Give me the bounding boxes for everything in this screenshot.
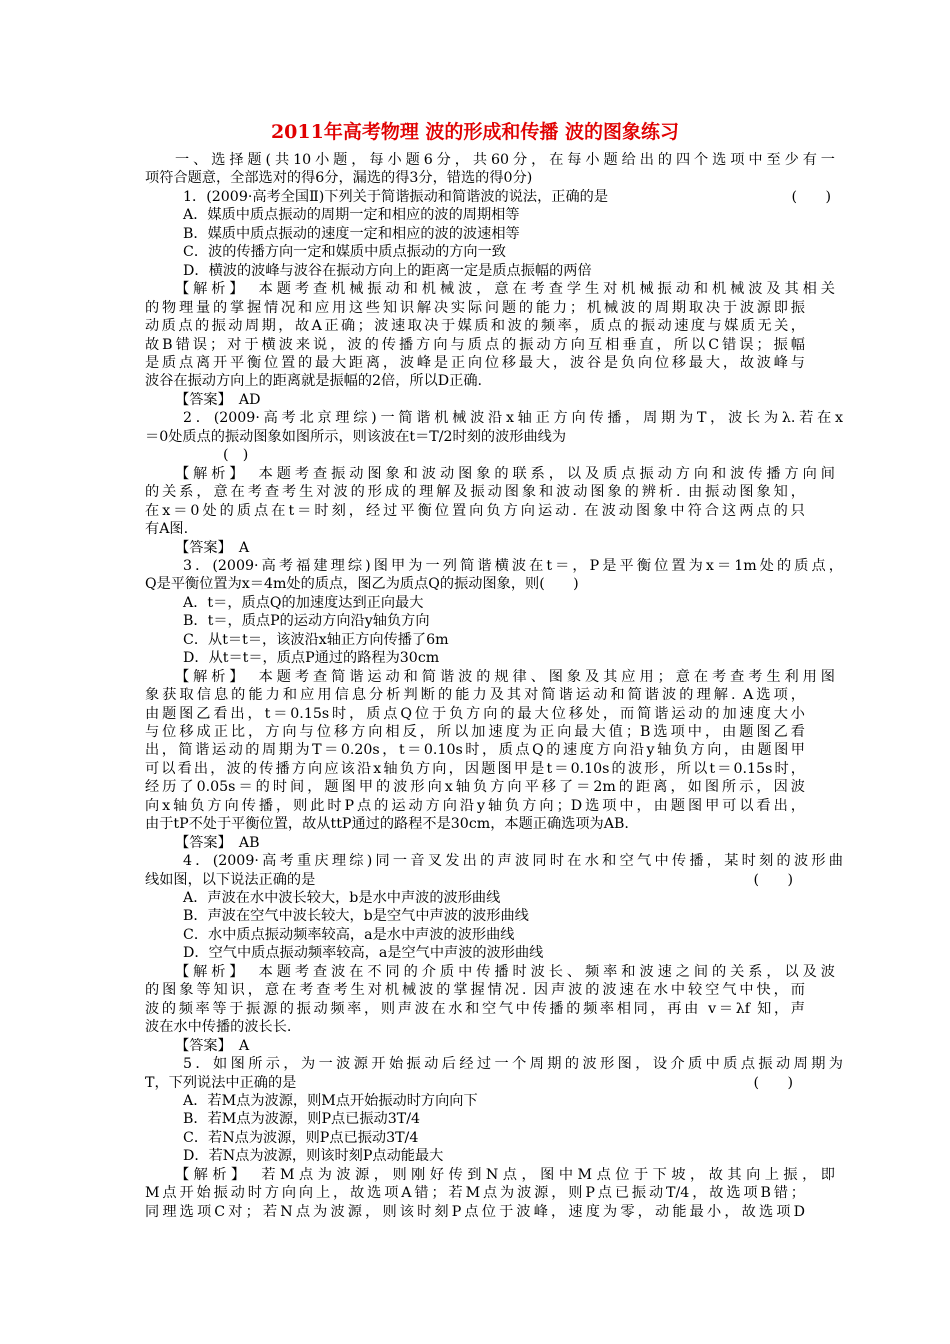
line-text: 【解析】 本题考查机械振动和机械波，意在考查学生对机械振动和机械波及其相关 [175, 281, 835, 298]
answer-parentheses: ( ) [791, 188, 831, 205]
text-line [145, 262, 843, 280]
line-text: 出，简谐运动的周期为T＝0.20s，t＝0.10s时，质点Q的速度方向沿y轴负方向，由题图甲 [145, 742, 805, 759]
line-text: M点开始振动时方向向上，故选项A错；若M点为波源，则P点已振动T/4，故选项B错； [145, 1185, 805, 1202]
line-text: C．波的传播方向一定和媒质中质点振动的方向一致 [183, 244, 506, 261]
line-text: 【解析】 本题考查简谐运动和简谐波的规律、图象及其应用；意在考查考生利用图 [175, 668, 835, 685]
line-text: 3．(2009·高考福建理综)图甲为一列简谐横波在t＝，P是平衡位置为x＝1m处的质点， [183, 557, 843, 574]
text-line [145, 649, 843, 667]
line-text: B．t＝，质点P的运动方向沿y轴负方向 [183, 613, 430, 630]
text-line [145, 1092, 843, 1110]
text-line [145, 852, 843, 870]
text-line [145, 1018, 805, 1036]
text-line [145, 889, 843, 907]
text-line [145, 299, 805, 317]
text-line [145, 336, 805, 354]
answer-parentheses: ( ) [753, 871, 793, 888]
text-line [145, 778, 805, 796]
line-text: 5．如图所示，为一波源开始振动后经过一个周期的波形图，设介质中质点振动周期为 [183, 1056, 843, 1072]
text-line [145, 1203, 805, 1221]
line-text: 的关系，意在考查考生对波的形成的理解及振动图象和波动图象的辨析. 由振动图象知， [145, 484, 805, 501]
answer-parentheses: ( ) [753, 1074, 793, 1091]
line-text: 【答案】 AD [175, 391, 261, 408]
text-line [145, 668, 835, 686]
line-text: 有A图. [145, 521, 189, 537]
text-line [145, 594, 843, 612]
text-line [145, 1055, 843, 1073]
line-text: 1．(2009·高考全国Ⅱ)下列关于简谐振动和简谐波的说法，正确的是 [183, 188, 609, 205]
line-text: A．声波在水中波长较大，b是水中声波的波形曲线 [183, 890, 501, 906]
text-line [145, 631, 843, 649]
line-text: B．若M点为波源，则P点已振动3T/4 [183, 1111, 421, 1128]
line-text: 同理选项C对；若N点为波源，则该时刻P点位于波峰，速度为零，动能最小，故选项D [145, 1203, 805, 1220]
text-line [145, 612, 843, 630]
line-text: 与位移成正比，方向与位移方向相反，所以加速度为正向最大值；B选项中，由题图乙看 [145, 723, 805, 740]
text-line [145, 981, 805, 999]
line-text: 是质点离开平衡位置的最大距离，波峰是正向位移最大，波谷是负向位移最大，故波峰与 [145, 354, 805, 371]
line-text: B．声波在空气中波长较大，b是空气中声波的波形曲线 [183, 908, 529, 925]
line-text: 动质点的振动周期，故A正确；波速取决于媒质和波的频率，质点的振动速度与媒质无关， [145, 318, 805, 334]
text-line [145, 409, 843, 427]
line-text: A．t＝，质点Q的加速度达到正向最大 [183, 594, 424, 611]
text-line [145, 317, 805, 335]
line-text: 经历了0.05s＝的时间，题图甲的波形向x轴负方向平移了＝2m的距离，如图所示，因波 [145, 779, 805, 796]
line-text: 的图象等知识，意在考查考生对机械波的掌握情况. 因声波的波速在水中较空气中快，而 [145, 982, 805, 999]
line-text: 【答案】 A [175, 1037, 250, 1054]
text-line [145, 1074, 805, 1092]
text-line [145, 465, 835, 483]
line-text: 4．(2009·高考重庆理综)同一音叉发出的声波同时在水和空气中传播，某时刻的波形曲 [183, 853, 843, 870]
line-text: 波的频率等于振源的振动频率，则声波在水和空气中传播的频率相同，再由 v＝λf 知，声 [145, 1000, 805, 1017]
line-text: 可以看出，波的传播方向应该沿x轴负方向，因题图甲是t＝0.10s的波形，所以t＝0.15s时， [145, 760, 805, 777]
text-line [145, 575, 805, 593]
text-line [145, 225, 843, 243]
text-line [145, 834, 835, 852]
text-line [145, 539, 835, 557]
text-line [145, 502, 805, 520]
line-text: A．媒质中质点振动的周期一定和相应的波的周期相等 [183, 207, 520, 224]
text-line [145, 686, 805, 704]
text-line [145, 243, 843, 261]
line-text: 由于tP不处于平衡位置，故从ttP通过的路程不是30cm，本题正确选项为AB. [145, 816, 629, 833]
line-text: 线如图，以下说法正确的是 [145, 871, 316, 888]
line-text: 向x轴负方向传播，则此时P点的运动方向沿y轴负方向；D选项中，由题图甲可以看出， [145, 797, 805, 814]
line-text: 在x＝0处的质点在t＝时刻，经过平衡位置向负方向运动. 在波动图象中符合这两点的只 [145, 502, 805, 519]
line-text: 【解析】 若M点为波源，则刚好传到N点，图中M点位于下坡，故其向上振，即 [175, 1166, 835, 1183]
line-text: C．水中质点振动频率较高，a是水中声波的波形曲线 [183, 926, 515, 943]
line-text: T，下列说法中正确的是 [145, 1074, 297, 1091]
text-line [145, 428, 805, 446]
text-line [145, 1166, 835, 1184]
line-text: D．从t＝t＝，质点P通过的路程为30cm [183, 650, 440, 667]
line-text: 2．(2009·高考北京理综)一简谐机械波沿x轴正方向传播，周期为T，波长为λ.若在x [183, 410, 843, 427]
text-line [145, 1184, 805, 1202]
text-line [145, 944, 843, 962]
line-text: 象获取信息的能力和应用信息分析判断的能力及其对简谐运动和简谐波的理解. A选项， [145, 687, 805, 703]
text-line [145, 1147, 843, 1165]
line-text: D．若N点为波源，则该时刻P点动能最大 [183, 1148, 444, 1165]
text-line [145, 354, 805, 372]
text-line [145, 1110, 843, 1128]
text-line [145, 206, 843, 224]
line-text: 【解析】 本题考查振动图象和波动图象的联系，以及质点振动方向和波传播方向间 [175, 465, 835, 482]
line-text: 【解析】 本题考查波在不同的介质中传播时波长、频率和波速之间的关系，以及波 [175, 963, 835, 980]
line-text: ＝0处质点的振动图象如图所示，则该波在t＝T/2时刻的波形曲线为 [145, 428, 567, 445]
text-line [145, 926, 843, 944]
text-line [145, 372, 805, 390]
text-line [145, 907, 843, 925]
line-text: A．若M点为波源，则M点开始振动时方向向下 [183, 1092, 478, 1109]
line-text: C．若N点为波源，则P点已振动3T/4 [183, 1129, 419, 1146]
line-text: ( ) [223, 447, 249, 464]
text-line [145, 1037, 835, 1055]
text-line [145, 169, 805, 187]
text-line [145, 723, 805, 741]
line-text: Q是平衡位置为x＝4m处的质点，图乙为质点Q的振动图象，则( ) [145, 576, 579, 593]
line-text: D．横波的波峰与波谷在振动方向上的距离一定是质点振幅的两倍 [183, 262, 592, 279]
line-text: B．媒质中质点振动的速度一定和相应的波的波速相等 [183, 225, 520, 242]
text-line [145, 871, 805, 889]
text-line [145, 797, 805, 815]
text-line [145, 760, 805, 778]
text-line [145, 151, 835, 169]
text-line [145, 1000, 805, 1018]
text-line [145, 446, 883, 464]
text-line [145, 188, 843, 206]
line-text: 的物理量的掌握情况和应用这些知识解决实际问题的能力；机械波的周期取决于波源即振 [145, 299, 805, 316]
line-text: 故B错误；对于横波来说，波的传播方向与质点的振动方向互相垂直，所以C错误；振幅 [145, 336, 805, 353]
text-line [145, 705, 805, 723]
text-line [145, 483, 805, 501]
line-text: 波谷在振动方向上的距离就是振幅的2倍，所以D正确. [145, 373, 483, 390]
text-line [145, 557, 843, 575]
line-text: C．从t＝t＝，该波沿x轴正方向传播了6m [183, 631, 449, 648]
text-line [145, 391, 835, 409]
line-text: 一、选择题(共10小题，每小题6分，共60分，在每小题给出的四个选项中至少有一 [175, 152, 835, 168]
text-line [145, 963, 835, 981]
line-text: 由题图乙看出，t＝0.15s时，质点Q位于负方向的最大位移处，而简谐运动的加速度大小 [145, 705, 805, 722]
text-line [145, 520, 805, 538]
text-line [145, 815, 805, 833]
line-text: 【答案】 AB [175, 834, 260, 851]
line-text: 【答案】 A [175, 539, 250, 556]
line-text: 项符合题意，全部选对的得6分，漏选的得3分，错选的得0分) [145, 170, 533, 187]
page-title: 2011年高考物理 波的形成和传播 波的图象练习 [270, 121, 680, 143]
text-line [145, 1129, 843, 1147]
text-line [145, 280, 835, 298]
line-text: D．空气中质点振动频率较高，a是空气中声波的波形曲线 [183, 945, 544, 962]
text-line [145, 741, 805, 759]
line-text: 波在水中传播的波长长. [145, 1019, 292, 1036]
